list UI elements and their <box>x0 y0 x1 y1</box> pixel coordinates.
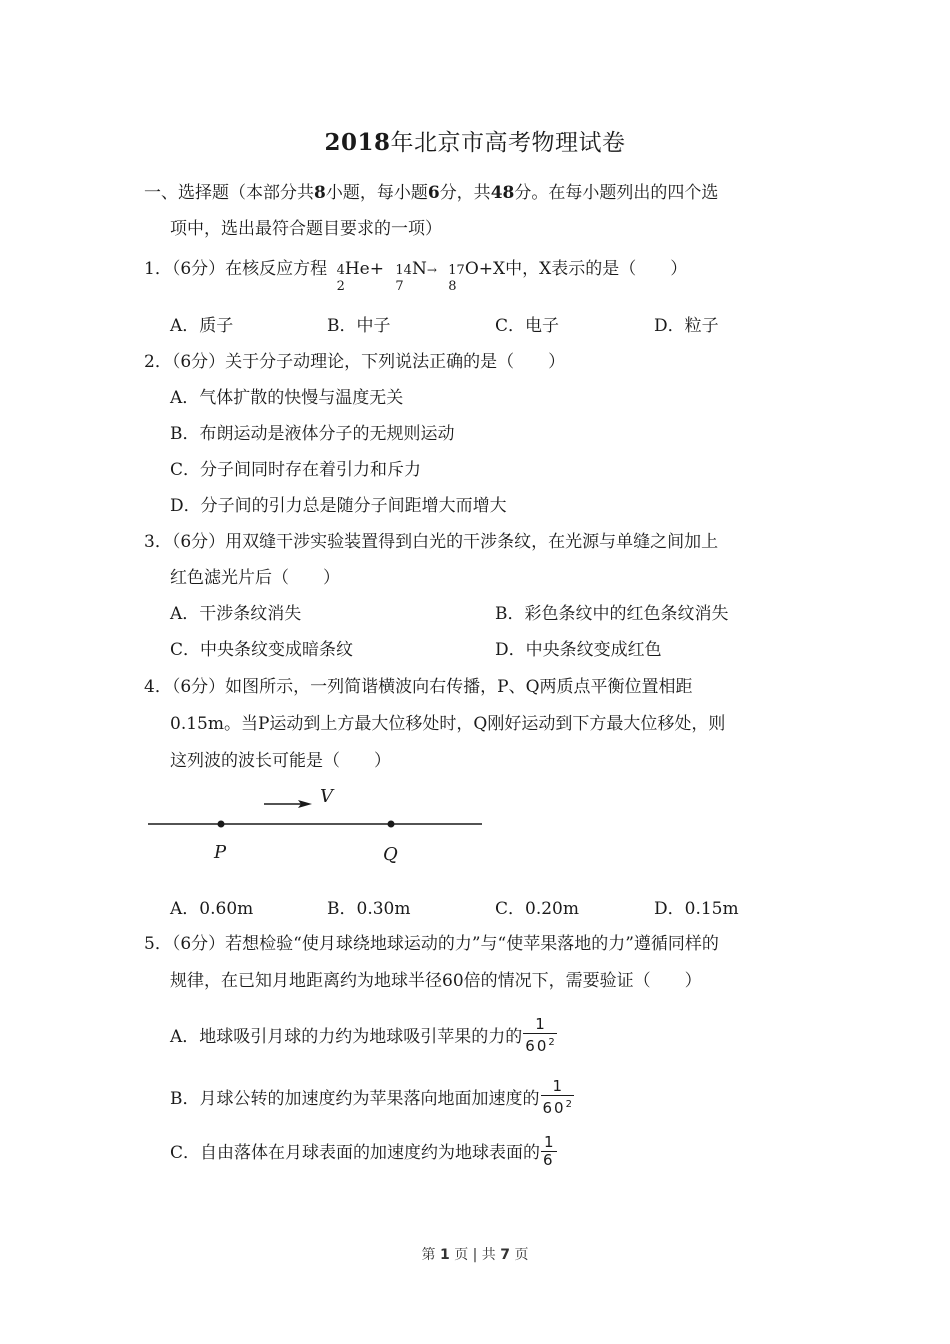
section-header-line2: 项中，选出最符合题目要求的一项） <box>170 219 442 239</box>
question-number: 3． <box>144 532 172 552</box>
question-number: 4． <box>144 677 172 697</box>
q3-option-d: D．中央条纹变成红色 <box>495 640 662 660</box>
q5-option-a: A．地球吸引月球的力约为地球吸引苹果的力的 $\frac{1}{60^2}$ <box>170 1015 555 1055</box>
question-2 <box>144 351 565 373</box>
page-title <box>0 124 950 157</box>
question-text: 如图所示，一列简谐横波向右传播，P、Q两质点平衡位置相距 <box>225 677 693 697</box>
question-4 <box>144 676 693 698</box>
point-q-dot <box>388 821 395 828</box>
element-symbol: O+X <box>464 259 506 279</box>
mass-number: 17 <box>448 263 465 278</box>
question-score: （6分） <box>171 352 226 372</box>
q1-option-b: B．中子 <box>327 316 391 336</box>
question-3 <box>144 531 718 553</box>
points-total: 48 <box>490 183 515 203</box>
current-page: 1 <box>439 1247 450 1263</box>
q4-option-b: B．0.30m <box>327 899 411 919</box>
title-year: 2018 <box>324 129 391 156</box>
velocity-label: V <box>320 786 333 807</box>
reaction-arrow-icon: → <box>426 263 437 277</box>
question-number: 1． <box>144 259 172 279</box>
question-score: （6分） <box>171 532 226 552</box>
point-p-label: P <box>214 842 227 863</box>
wave-diagram-svg <box>146 784 486 874</box>
q3-option-c: C．中央条纹变成暗条纹 <box>170 640 354 660</box>
fraction: $\frac{1}{60^2}$ <box>525 1015 555 1055</box>
point-p-dot <box>218 821 225 828</box>
atomic-number: 2 <box>336 279 345 294</box>
question-5-line2: 规律，在已知月地距离约为地球半径60倍的情况下，需要验证（ ） <box>170 971 702 991</box>
section-text: 分，共 <box>439 183 491 203</box>
points-each: 6 <box>427 183 440 203</box>
q2-option-b: B．布朗运动是液体分子的无规则运动 <box>170 424 455 444</box>
wave-diagram <box>146 784 486 874</box>
question-count: 8 <box>314 183 326 203</box>
section-text: 分。在每小题列出的四个选 <box>514 183 719 203</box>
q5-option-b: B．月球公转的加速度约为苹果落向地面加速度的 $\frac{1}{60^2}$ <box>170 1077 572 1117</box>
page-footer: 第 1 页 | 共 7 页 <box>421 1247 529 1263</box>
atomic-number: 8 <box>448 279 457 294</box>
nuclide-oxygen <box>448 258 506 294</box>
section-text: 小题，每小题 <box>325 183 428 203</box>
question-text: 在核反应方程 <box>225 259 328 279</box>
q2-option-d: D．分子间的引力总是随分子间距增大而增大 <box>170 496 507 516</box>
nuclide-nitrogen <box>395 258 427 294</box>
q2-option-c: C．分子间同时存在着引力和斥力 <box>170 460 422 480</box>
question-3-line2: 红色滤光片后（ ） <box>170 568 340 588</box>
q3-option-b: B．彩色条纹中的红色条纹消失 <box>495 604 729 624</box>
q5-option-c: C．自由落体在月球表面的加速度约为地球表面的 $\frac{1}{6}$ <box>170 1133 555 1169</box>
question-1 <box>144 258 688 294</box>
q1-option-c: C．电子 <box>495 316 560 336</box>
q4-option-c: C．0.20m <box>495 899 579 919</box>
total-pages: 7 <box>500 1247 511 1263</box>
question-4-line3: 这列波的波长可能是（ ） <box>170 751 391 771</box>
question-score: （6分） <box>171 677 226 697</box>
point-q-label: Q <box>383 844 398 865</box>
mass-number: 4 <box>336 263 345 278</box>
q1-option-d: D．粒子 <box>654 316 719 336</box>
q2-option-a: A．气体扩散的快慢与温度无关 <box>170 388 404 408</box>
fraction: $\frac{1}{60^2}$ <box>542 1077 572 1117</box>
question-number: 2． <box>144 352 172 372</box>
q3-option-a: A．干涉条纹消失 <box>170 604 302 624</box>
question-text: 若想检验“使月球绕地球运动的力”与“使苹果落地的力”遵循同样的 <box>225 934 719 954</box>
title-text: 年北京市高考物理试卷 <box>390 130 626 156</box>
question-score: （6分） <box>171 259 226 279</box>
nuclide-helium <box>336 258 384 294</box>
section-text: 一、选择题（本部分共 <box>144 183 314 203</box>
atomic-number: 7 <box>395 279 404 294</box>
question-5 <box>144 933 719 955</box>
element-symbol: N <box>411 259 427 279</box>
element-symbol: He+ <box>344 259 384 279</box>
q4-option-a: A．0.60m <box>170 899 254 919</box>
section-header-line1 <box>144 182 718 204</box>
q4-option-d: D．0.15m <box>654 899 739 919</box>
mass-number: 14 <box>395 263 412 278</box>
question-score: （6分） <box>171 934 226 954</box>
question-text: 中，X表示的是（ ） <box>505 259 688 279</box>
question-number: 5． <box>144 934 172 954</box>
fraction: $\frac{1}{6}$ <box>543 1133 555 1169</box>
q1-option-a: A．质子 <box>170 316 234 336</box>
question-text: 关于分子动理论，下列说法正确的是（ ） <box>225 352 566 372</box>
question-4-line2: 0.15m。当P运动到上方最大位移处时，Q刚好运动到下方最大位移处，则 <box>170 714 726 734</box>
question-text: 用双缝干涉实验装置得到白光的干涉条纹，在光源与单缝之间加上 <box>225 532 719 552</box>
